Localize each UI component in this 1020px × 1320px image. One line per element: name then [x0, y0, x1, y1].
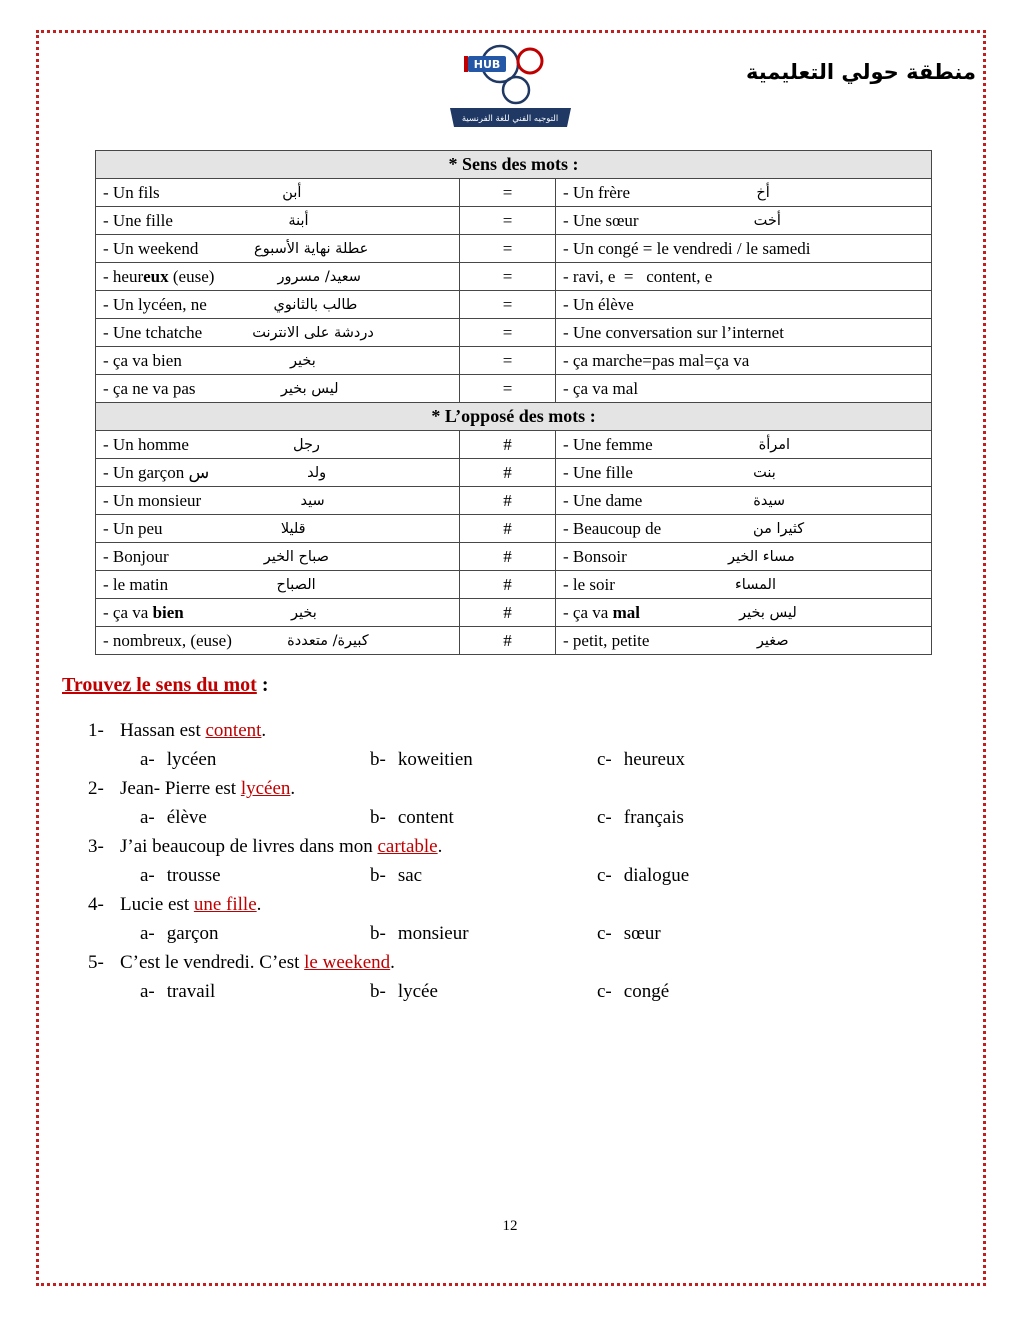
french-term: - Un garçon س [103, 462, 210, 482]
option-label: b- [370, 923, 386, 944]
arabic-translation: ليس بخير [280, 380, 339, 397]
exercise-title-colon: : [256, 674, 269, 696]
question-number: 4- [88, 894, 104, 915]
french-term: - Un lycéen, ne [103, 294, 207, 314]
option-label: c- [597, 923, 612, 944]
option-label: b- [370, 749, 386, 770]
question-number: 5- [88, 952, 104, 973]
question-sentence: Jean- Pierre est lycéen. [120, 778, 296, 799]
french-term: - Une fille [563, 462, 633, 482]
answer-option: b- content [370, 803, 597, 832]
answer-option: b- lycée [370, 977, 597, 1006]
arabic-translation: عطلة نهاية الأسبوع [254, 240, 369, 257]
question-sentence: Lucie est une fille. [120, 894, 262, 915]
hub-label: HUB [473, 58, 501, 71]
french-term: - Un monsieur [103, 490, 202, 510]
option-label: b- [370, 807, 386, 828]
vocab-row [96, 347, 932, 375]
option-label: a- [140, 749, 155, 770]
right-term-cell [556, 375, 932, 403]
vocab-row [96, 431, 932, 459]
french-term: - Beaucoup de [563, 518, 662, 538]
table-section-header-row [96, 151, 932, 179]
vocab-row [96, 627, 932, 655]
question-sentence: J’ai beaucoup de livres dans mon cartable. [120, 836, 443, 857]
answer-option: c- français [597, 803, 936, 832]
relation-symbol: = [460, 375, 556, 403]
options-row [88, 977, 936, 1006]
left-term-cell [96, 207, 460, 235]
option-label: b- [370, 865, 386, 886]
arabic-translation: مساء الخير [728, 548, 795, 565]
answer-option: c- sœur [597, 919, 936, 948]
left-term-cell [96, 179, 460, 207]
vocab-row [96, 235, 932, 263]
french-term: - Une conversation sur l’internet [563, 322, 784, 342]
french-term: - Une tchatche [103, 322, 203, 342]
relation-symbol: = [460, 291, 556, 319]
arabic-translation: كبيرة/ متعددة [287, 632, 369, 649]
french-term: - ça va bien [103, 602, 184, 622]
right-term-cell [556, 431, 932, 459]
arabic-translation: صغير [756, 632, 789, 649]
answer-option: a- lycéen [140, 745, 370, 774]
french-term: - Un congé = le vendredi / le samedi [563, 238, 811, 258]
right-term-cell [556, 459, 932, 487]
relation-symbol: # [460, 599, 556, 627]
option-label: c- [597, 981, 612, 1002]
page-number: 12 [502, 1218, 518, 1234]
french-term: - Un élève [563, 294, 634, 314]
option-label: a- [140, 865, 155, 886]
arabic-translation: صباح الخير [263, 548, 329, 565]
arabic-translation: بنت [753, 464, 776, 481]
left-term-cell [96, 599, 460, 627]
logo-circle-icon [518, 49, 542, 73]
highlighted-word: cartable [377, 836, 438, 857]
french-term: - petit, petite [563, 630, 650, 650]
option-label: c- [597, 865, 612, 886]
question-text [88, 832, 936, 861]
right-term-cell [556, 487, 932, 515]
answer-option: a- élève [140, 803, 370, 832]
french-term: - ça va bien [103, 350, 182, 370]
question-block [88, 832, 936, 890]
question-block [88, 948, 936, 1006]
relation-symbol: # [460, 487, 556, 515]
answer-option: b- monsieur [370, 919, 597, 948]
left-term-cell [96, 487, 460, 515]
vocab-row [96, 459, 932, 487]
relation-symbol: = [460, 235, 556, 263]
arabic-translation: امرأة [758, 436, 791, 453]
option-label: a- [140, 923, 155, 944]
vocab-table-body [96, 151, 932, 655]
arabic-translation: أبن [282, 184, 302, 201]
question-sentence: C’est le vendredi. C’est le weekend. [120, 952, 395, 973]
highlighted-word: lycéen [240, 778, 291, 799]
vocab-row [96, 207, 932, 235]
question-block [88, 890, 936, 948]
vocab-row [96, 515, 932, 543]
table-section-header-row [96, 403, 932, 431]
right-term-cell [556, 627, 932, 655]
question-sentence: Hassan est content. [120, 720, 267, 741]
arabic-translation: سيد [300, 492, 325, 509]
french-term: - ça va mal [563, 602, 640, 622]
highlighted-word: une fille [193, 894, 257, 915]
vocab-row [96, 375, 932, 403]
arabic-translation: أخ [756, 184, 770, 201]
vocab-row [96, 599, 932, 627]
french-term: - Bonsoir [563, 546, 627, 566]
question-block [88, 774, 936, 832]
answer-option: a- trousse [140, 861, 370, 890]
french-term: - Un fils [103, 182, 160, 202]
relation-symbol: # [460, 515, 556, 543]
right-term-cell [556, 515, 932, 543]
arabic-translation: ولد [307, 464, 327, 481]
relation-symbol: = [460, 179, 556, 207]
question-text [88, 774, 936, 803]
left-term-cell [96, 459, 460, 487]
exercise-title [62, 674, 269, 697]
question-text [88, 890, 936, 919]
option-label: c- [597, 807, 612, 828]
question-block [88, 716, 936, 774]
answer-option: a- travail [140, 977, 370, 1006]
right-term-cell [556, 599, 932, 627]
question-number: 1- [88, 720, 104, 741]
relation-symbol: = [460, 347, 556, 375]
french-term: - Une fille [103, 210, 173, 230]
relation-symbol: = [460, 263, 556, 291]
left-term-cell [96, 543, 460, 571]
hub-wordmark-accent [464, 56, 468, 72]
logo-banner-text: التوجيه الفني للغة الفرنسية [461, 114, 559, 124]
right-term-cell [556, 235, 932, 263]
left-term-cell [96, 347, 460, 375]
answer-option: b- sac [370, 861, 597, 890]
right-term-cell [556, 179, 932, 207]
option-label: b- [370, 981, 386, 1002]
option-label: a- [140, 807, 155, 828]
french-term: - ravi, e = content, e [563, 266, 713, 286]
options-row [88, 919, 936, 948]
relation-symbol: # [460, 571, 556, 599]
french-term: - ça va mal [563, 378, 639, 398]
logo-graphic [438, 40, 583, 145]
arabic-translation: قليلا [280, 520, 306, 537]
option-label: a- [140, 981, 155, 1002]
french-term: - ça marche=pas mal=ça va [563, 350, 750, 370]
left-term-cell [96, 375, 460, 403]
left-term-cell [96, 235, 460, 263]
options-row [88, 861, 936, 890]
vocab-row [96, 571, 932, 599]
arabic-translation: الصباح [276, 576, 316, 593]
options-row [88, 803, 936, 832]
questions-list [88, 716, 936, 1006]
french-term: - Une femme [563, 434, 653, 454]
question-text [88, 948, 936, 977]
vocab-row [96, 487, 932, 515]
arabic-translation: بخير [290, 604, 317, 621]
answer-option: a- garçon [140, 919, 370, 948]
question-number: 2- [88, 778, 104, 799]
french-term: - Un frère [563, 182, 631, 202]
french-term: - ça ne va pas [103, 378, 196, 398]
relation-symbol: # [460, 431, 556, 459]
exercise-title-text: Trouvez le sens du mot [62, 674, 257, 696]
question-text [88, 716, 936, 745]
vocabulary-table [95, 150, 932, 655]
highlighted-word: le weekend [304, 952, 391, 973]
highlighted-word: content [205, 720, 262, 741]
table-section-title: * L’opposé des mots : [96, 403, 932, 431]
vocab-row [96, 263, 932, 291]
french-term: - Un weekend [103, 238, 199, 258]
french-term: - Un homme [103, 434, 189, 454]
right-term-cell [556, 571, 932, 599]
arabic-translation: بخير [290, 352, 316, 369]
answer-option: b- koweitien [370, 745, 597, 774]
arabic-translation: سعيد/ مسرور [277, 268, 361, 285]
left-term-cell [96, 263, 460, 291]
table-section-title: * Sens des mots : [96, 151, 932, 179]
right-term-cell [556, 347, 932, 375]
vocab-row [96, 543, 932, 571]
institution-logo [438, 40, 583, 145]
french-term: - heureux (euse) [103, 266, 215, 286]
arabic-translation: رجل [292, 436, 320, 453]
french-term: - Une sœur [563, 210, 639, 230]
arabic-translation: المساء [734, 576, 776, 593]
arabic-translation: كثيرا من [753, 520, 805, 537]
right-term-cell [556, 543, 932, 571]
right-term-cell [556, 207, 932, 235]
arabic-translation: سيدة [753, 492, 786, 509]
arabic-translation: طالب بالثانوي [273, 296, 358, 313]
arabic-translation: ليس بخير [739, 604, 797, 621]
option-label: c- [597, 749, 612, 770]
left-term-cell [96, 319, 460, 347]
answer-option: c- congé [597, 977, 936, 1006]
french-term: - le matin [103, 574, 169, 594]
relation-symbol: = [460, 207, 556, 235]
logo-circle-icon [503, 77, 529, 103]
relation-symbol: = [460, 319, 556, 347]
region-title: منطقة حولي التعليمية [746, 60, 976, 84]
right-term-cell [556, 291, 932, 319]
arabic-translation: دردشة على الانترنت [252, 324, 374, 341]
arabic-translation: أخت [753, 212, 781, 229]
answer-option: c- dialogue [597, 861, 936, 890]
options-row [88, 745, 936, 774]
arabic-translation: أبنة [288, 212, 309, 229]
left-term-cell [96, 431, 460, 459]
answer-option: c- heureux [597, 745, 936, 774]
right-term-cell [556, 319, 932, 347]
right-term-cell [556, 263, 932, 291]
relation-symbol: # [460, 459, 556, 487]
relation-symbol: # [460, 627, 556, 655]
french-term: - Un peu [103, 518, 163, 538]
french-term: - Bonjour [103, 546, 169, 566]
vocab-row [96, 179, 932, 207]
french-term: - le soir [563, 574, 615, 594]
left-term-cell [96, 291, 460, 319]
relation-symbol: # [460, 543, 556, 571]
question-number: 3- [88, 836, 104, 857]
left-term-cell [96, 627, 460, 655]
french-term: - nombreux, (euse) [103, 630, 232, 650]
left-term-cell [96, 571, 460, 599]
french-term: - Une dame [563, 490, 643, 510]
vocab-row [96, 291, 932, 319]
left-term-cell [96, 515, 460, 543]
vocab-row [96, 319, 932, 347]
